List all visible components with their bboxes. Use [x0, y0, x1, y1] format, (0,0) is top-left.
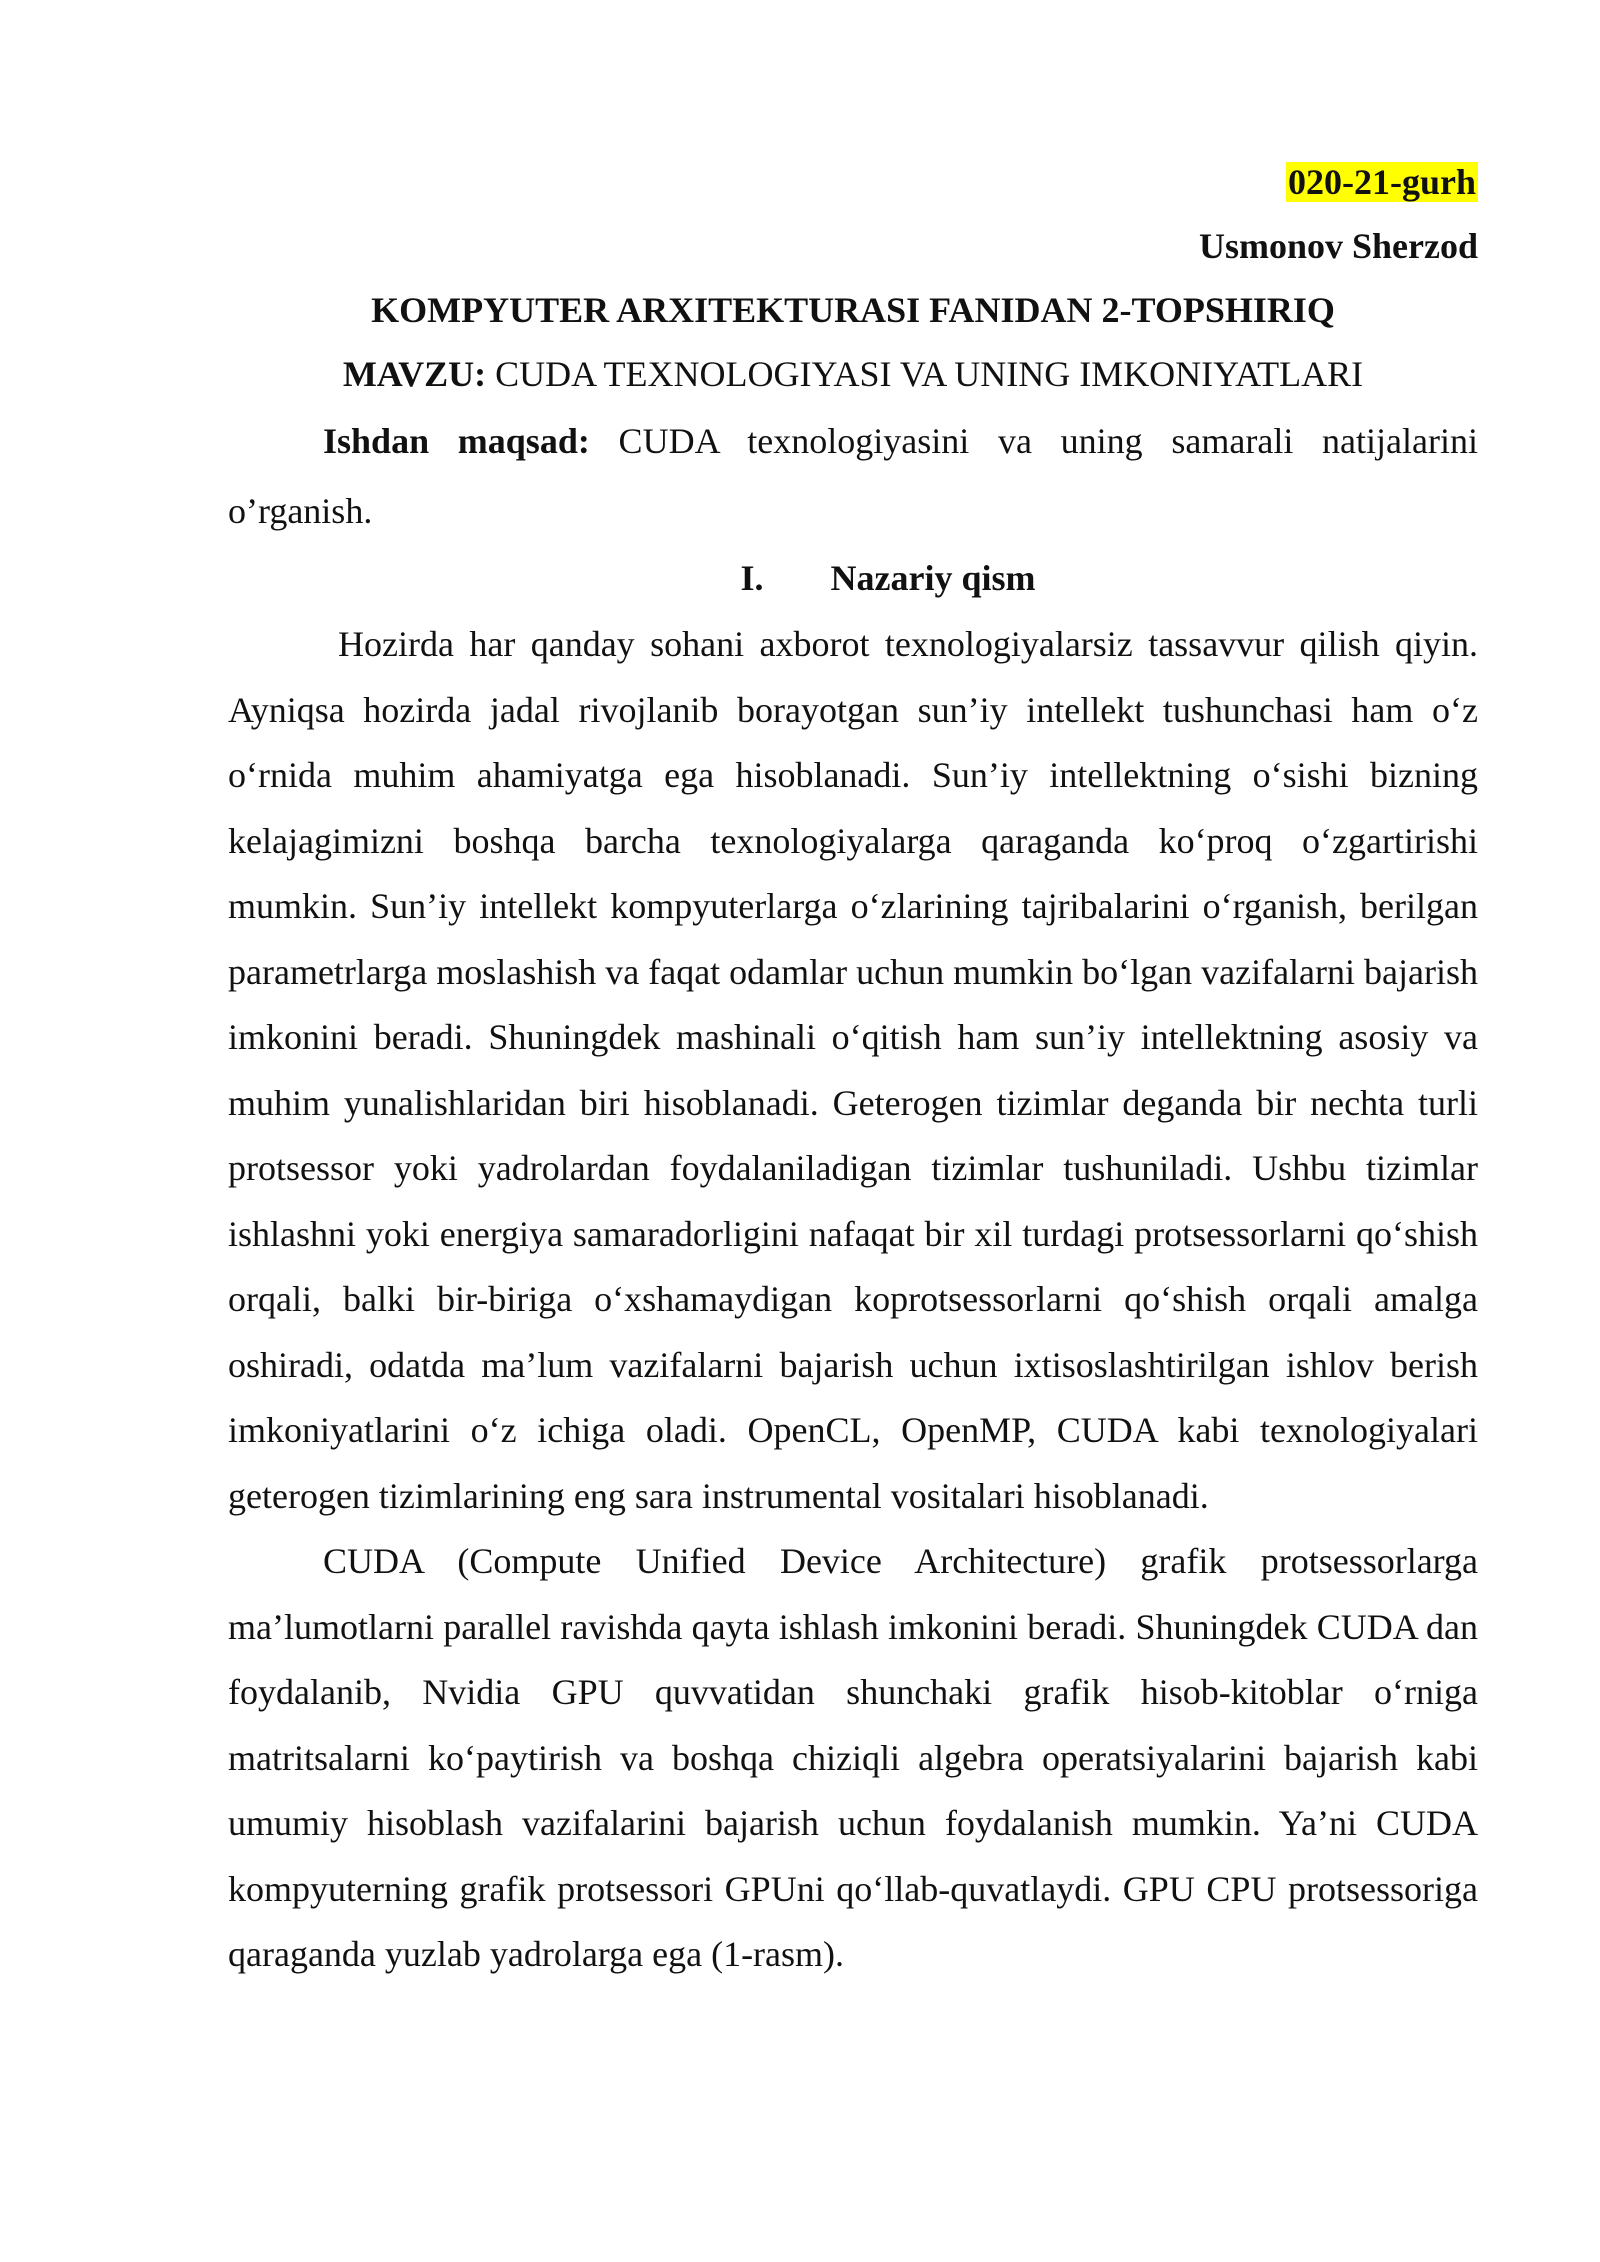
section-number: I.: [740, 558, 764, 598]
paragraph-intro: Hozirda har qanday sohani axborot texnologiyalarsiz tassavvur qilish qiyin. Ayniqsa hozirda jadal rivojlanib borayotgan sun’iy intellekt tushunchasi ham oʻz oʻrnida muhim ahamiyatga ega hisoblanadi. Sun’iy intellektning oʻsishi bizning kelajagimizni boshqa barcha texnologiyalarga qaraganda koʻproq oʻzgartirishi mumkin. Sun’iy intellekt kompyuterlarga oʻzlarining tajribalarini oʻrganish, berilgan parametrlarga moslashish va faqat odamlar uchun mumkin boʻlgan vazifalarni bajarish imkonini beradi. Shuningdek mashinali oʻqitish ham sun’iy intellektning asosiy va muhim yunalishlaridan biri hisoblanadi. Geterogen tizimlar deganda bir nechta turli protsessor yoki yadrolardan foydalaniladigan tizimlar tushuniladi. Ushbu tizimlar ishlashni yoki energiya samaradorligini nafaqat bir xil turdagi protsessorlarni qoʻshish orqali, balki bir-biriga oʻxshamaydigan koprotsessorlarni qoʻshish orqali amalga oshiradi, odatda ma’lum vazifalarni bajarish uchun ixtisoslashtirilgan ishlov berish imkoniyatlarini oʻz ichiga oladi. OpenCL, OpenMP, CUDA kabi texnologiyalari geterogen tizimlarining eng sara instrumental vositalari hisoblanadi.: [228, 624, 1478, 1516]
paragraph-cuda: CUDA (Compute Unified Device Architecture) grafik protsessorlarga ma’lumotlarni parallel ravishda qayta ishlash imkonini beradi. Shuningdek CUDA dan foydalanib, Nvidia GPU quvvatidan shunchaki grafik hisob-kitoblar oʻrniga matritsalarni koʻpaytirish va boshqa chiziqli algebra operatsiyalarini bajarish kabi umumiy hisoblash vazifalarini bajarish uchun foydalanish mumkin. Ya’ni CUDA kompyuterning grafik protsessori GPUni qoʻllab-quvatlaydi. GPU CPU protsessoriga qaraganda yuzlab yadrolarga ega (1-rasm).: [228, 1541, 1478, 1974]
section-title: Nazariy qism: [830, 558, 1036, 598]
group-code-highlight: 020-21-gurh: [1288, 162, 1476, 202]
document-title: KOMPYUTER ARXITEKTURASI FANIDAN 2-TOPSHIRIQ: [371, 290, 1335, 330]
group-code: [228, 150, 1478, 214]
topic-label: MAVZU:: [342, 354, 487, 394]
section-heading: [228, 546, 1478, 612]
topic-text: CUDA TEXNOLOGIYASI VA UNING IMKONIYATLARI: [486, 354, 1364, 394]
topic-line: [228, 342, 1478, 406]
document-page: [228, 150, 1478, 1988]
author-name: Usmonov Sherzod: [1198, 226, 1478, 266]
goal-text: CUDA texnologiyasini va uning samarali natijalarini o’rganish.: [228, 421, 1478, 531]
goal-paragraph: [228, 406, 1478, 546]
goal-label: Ishdan maqsad:: [323, 421, 590, 461]
